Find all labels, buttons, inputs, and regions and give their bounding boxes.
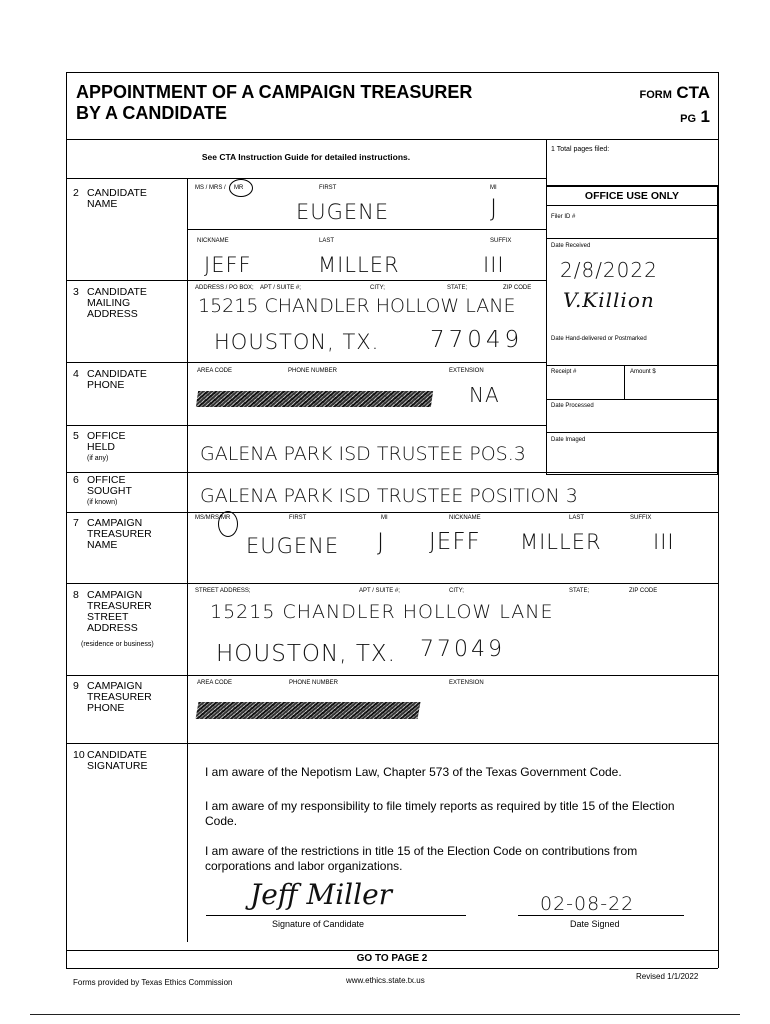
s4-bottom-rule <box>66 425 547 426</box>
caption-treasurer-suffix: SUFFIX <box>630 515 652 521</box>
date-signed-value: 02-08-22 <box>540 893 635 915</box>
caption-treasurer-state: STATE; <box>569 588 590 594</box>
ou-receipt-divider <box>624 365 625 399</box>
treasurer-first-name: EUGENE <box>246 534 340 558</box>
caption-mr: MR <box>234 185 244 191</box>
section-8-label: 8 CAMPAIGN TREASURER STREET ADDRESS (residence or business) <box>73 589 154 648</box>
date-signed-label: Date Signed <box>570 919 620 929</box>
frame-top <box>66 72 718 73</box>
treasurer-nickname: JEFF <box>429 529 481 555</box>
date-signed-line <box>518 915 684 916</box>
candidate-signature: Jeff Miller <box>250 878 393 911</box>
caption-apt: APT / SUITE #; <box>260 285 301 291</box>
candidate-middle-initial: J <box>490 194 499 222</box>
s2-mid-rule <box>187 229 546 230</box>
caption-extension: EXTENSION <box>449 368 484 374</box>
s9-bottom-rule <box>66 743 718 744</box>
header-rule <box>66 139 718 140</box>
caption-treasurer-city: CITY; <box>449 588 464 594</box>
caption-treasurer-prefix: MS/MRS/ <box>195 515 221 521</box>
revised-date: Revised 1/1/2022 <box>636 972 699 981</box>
date-received-label: Date Received <box>551 243 591 249</box>
caption-suffix: SUFFIX <box>490 238 512 244</box>
amount-label: Amount $ <box>630 369 656 375</box>
s6-bottom-rule <box>66 512 718 513</box>
received-by-signature: V.Killion <box>563 288 655 312</box>
office-held-value: GALENA PARK ISD TRUSTEE POS.3 <box>200 443 526 465</box>
frame-left <box>66 72 67 968</box>
caption-treasurer-nickname: NICKNAME <box>449 515 481 521</box>
treasurer-phone-redacted <box>196 702 421 719</box>
treasurer-last-name: MILLER <box>520 530 602 554</box>
candidate-nickname: JEFF <box>204 253 252 277</box>
ou-rule-2 <box>546 238 718 239</box>
caption-treasurer-last: LAST <box>569 515 585 521</box>
section-3-label: 3 CANDIDATE MAILING ADDRESS <box>73 286 147 320</box>
caption-treasurer-area-code: AREA CODE <box>197 680 233 686</box>
candidate-address-line2: HOUSTON, TX. <box>214 330 380 354</box>
caption-first: FIRST <box>319 185 337 191</box>
caption-street-address: STREET ADDRESS; <box>195 588 251 594</box>
caption-treasurer-first: FIRST <box>289 515 307 521</box>
office-sought-value: GALENA PARK ISD TRUSTEE POSITION 3 <box>200 485 578 507</box>
ou-rule-3 <box>546 365 718 366</box>
caption-address: ADDRESS / PO BOX; <box>195 285 254 291</box>
caption-last: LAST <box>319 238 335 244</box>
section-7-label: 7 CAMPAIGN TREASURER NAME <box>73 517 152 551</box>
section-10-label: 10 CANDIDATE SIGNATURE <box>73 749 148 772</box>
caption-area-code: AREA CODE <box>197 368 233 374</box>
ou-rule-4 <box>546 399 718 400</box>
processed-label: Date Processed <box>551 403 594 409</box>
caption-treasurer-mr: MR <box>221 515 231 521</box>
caption-phone-number: PHONE NUMBER <box>288 368 338 374</box>
s2-bottom-rule <box>66 280 547 281</box>
receipt-label: Receipt # <box>551 369 577 375</box>
statement-reports: I am aware of my responsibility to file timely reports as required by title 15 of the Election Code. <box>205 799 675 828</box>
treasurer-zip: 77049 <box>420 637 505 662</box>
section-2-label: 2 CANDIDATE NAME <box>73 187 147 210</box>
section-5-label: 5 OFFICE HELD (if any) <box>73 430 126 462</box>
caption-treasurer-phone-number: PHONE NUMBER <box>289 680 339 686</box>
caption-prefix: MS / MRS / <box>195 185 226 191</box>
label-col-divider <box>187 178 188 942</box>
signature-line <box>206 915 466 916</box>
total-pages-label: 1 Total pages filed: <box>551 146 610 153</box>
candidate-last-name: MILLER <box>318 253 400 277</box>
provided-by: Forms provided by Texas Ethics Commission <box>73 978 233 987</box>
scan-bottom-rule <box>30 1014 740 1015</box>
hand-delivered-label: Date Hand-delivered or Postmarked <box>551 336 647 342</box>
caption-mi: MI <box>490 185 497 191</box>
treasurer-address-line1: 15215 CHANDLER HOLLOW LANE <box>210 601 554 623</box>
s8-bottom-rule <box>66 675 718 676</box>
form-title: APPOINTMENT OF A CAMPAIGN TREASURER BY A CANDIDATE <box>76 82 473 123</box>
s7-bottom-rule <box>66 583 718 584</box>
treasurer-middle-initial: J <box>377 528 386 556</box>
ou-rule-1 <box>546 205 718 206</box>
candidate-zip: 77049 <box>430 327 524 353</box>
candidate-address-line1: 15215 CHANDLER HOLLOW LANE <box>198 295 516 317</box>
form-code: FORM CTA PG 1 <box>639 83 710 126</box>
treasurer-address-line2: HOUSTON, TX. <box>216 641 396 667</box>
filer-id-label: Filer ID # <box>551 214 576 220</box>
candidate-suffix: III <box>483 253 505 277</box>
instructions-text: See CTA Instruction Guide for detailed instructions. <box>201 152 411 162</box>
section-9-label: 9 CAMPAIGN TREASURER PHONE <box>73 680 152 714</box>
signature-label: Signature of Candidate <box>272 919 365 929</box>
instructions-rule <box>66 178 547 179</box>
s5-bottom-rule <box>66 472 718 473</box>
statement-nepotism: I am aware of the Nepotism Law, Chapter 573 of the Texas Government Code. <box>205 765 622 779</box>
caption-city: CITY; <box>370 285 385 291</box>
ou-rule-5 <box>546 432 718 433</box>
section-6-label: 6 OFFICE SOUGHT (if known) <box>73 474 132 506</box>
statement-restrictions: I am aware of the restrictions in title 15 of the Election Code on contributions from corporations and labor organizations. <box>205 844 638 873</box>
caption-treasurer-mi: MI <box>381 515 388 521</box>
candidate-phone-extension: NA <box>469 383 500 407</box>
website[interactable]: www.ethics.state.tx.us <box>346 976 425 985</box>
imaged-label: Date Imaged <box>551 437 586 443</box>
office-use-title: OFFICE USE ONLY <box>584 190 680 202</box>
caption-state: STATE; <box>447 285 468 291</box>
go-to-rule <box>66 950 718 951</box>
treasurer-suffix: III <box>653 530 675 554</box>
section-4-label: 4 CANDIDATE PHONE <box>73 368 147 391</box>
go-to-page-2: GO TO PAGE 2 <box>356 953 428 964</box>
candidate-phone-redacted <box>196 391 433 407</box>
date-received-value: 2/8/2022 <box>560 258 658 282</box>
caption-treasurer-zip: ZIP CODE <box>629 588 658 594</box>
caption-treasurer-apt: APT / SUITE #; <box>359 588 400 594</box>
candidate-first-name: EUGENE <box>296 200 390 224</box>
caption-treasurer-extension: EXTENSION <box>449 680 484 686</box>
frame-right <box>718 72 719 968</box>
caption-zip: ZIP CODE <box>503 285 532 291</box>
s3-bottom-rule <box>66 362 547 363</box>
caption-nickname: NICKNAME <box>197 238 229 244</box>
frame-bottom <box>66 968 718 969</box>
